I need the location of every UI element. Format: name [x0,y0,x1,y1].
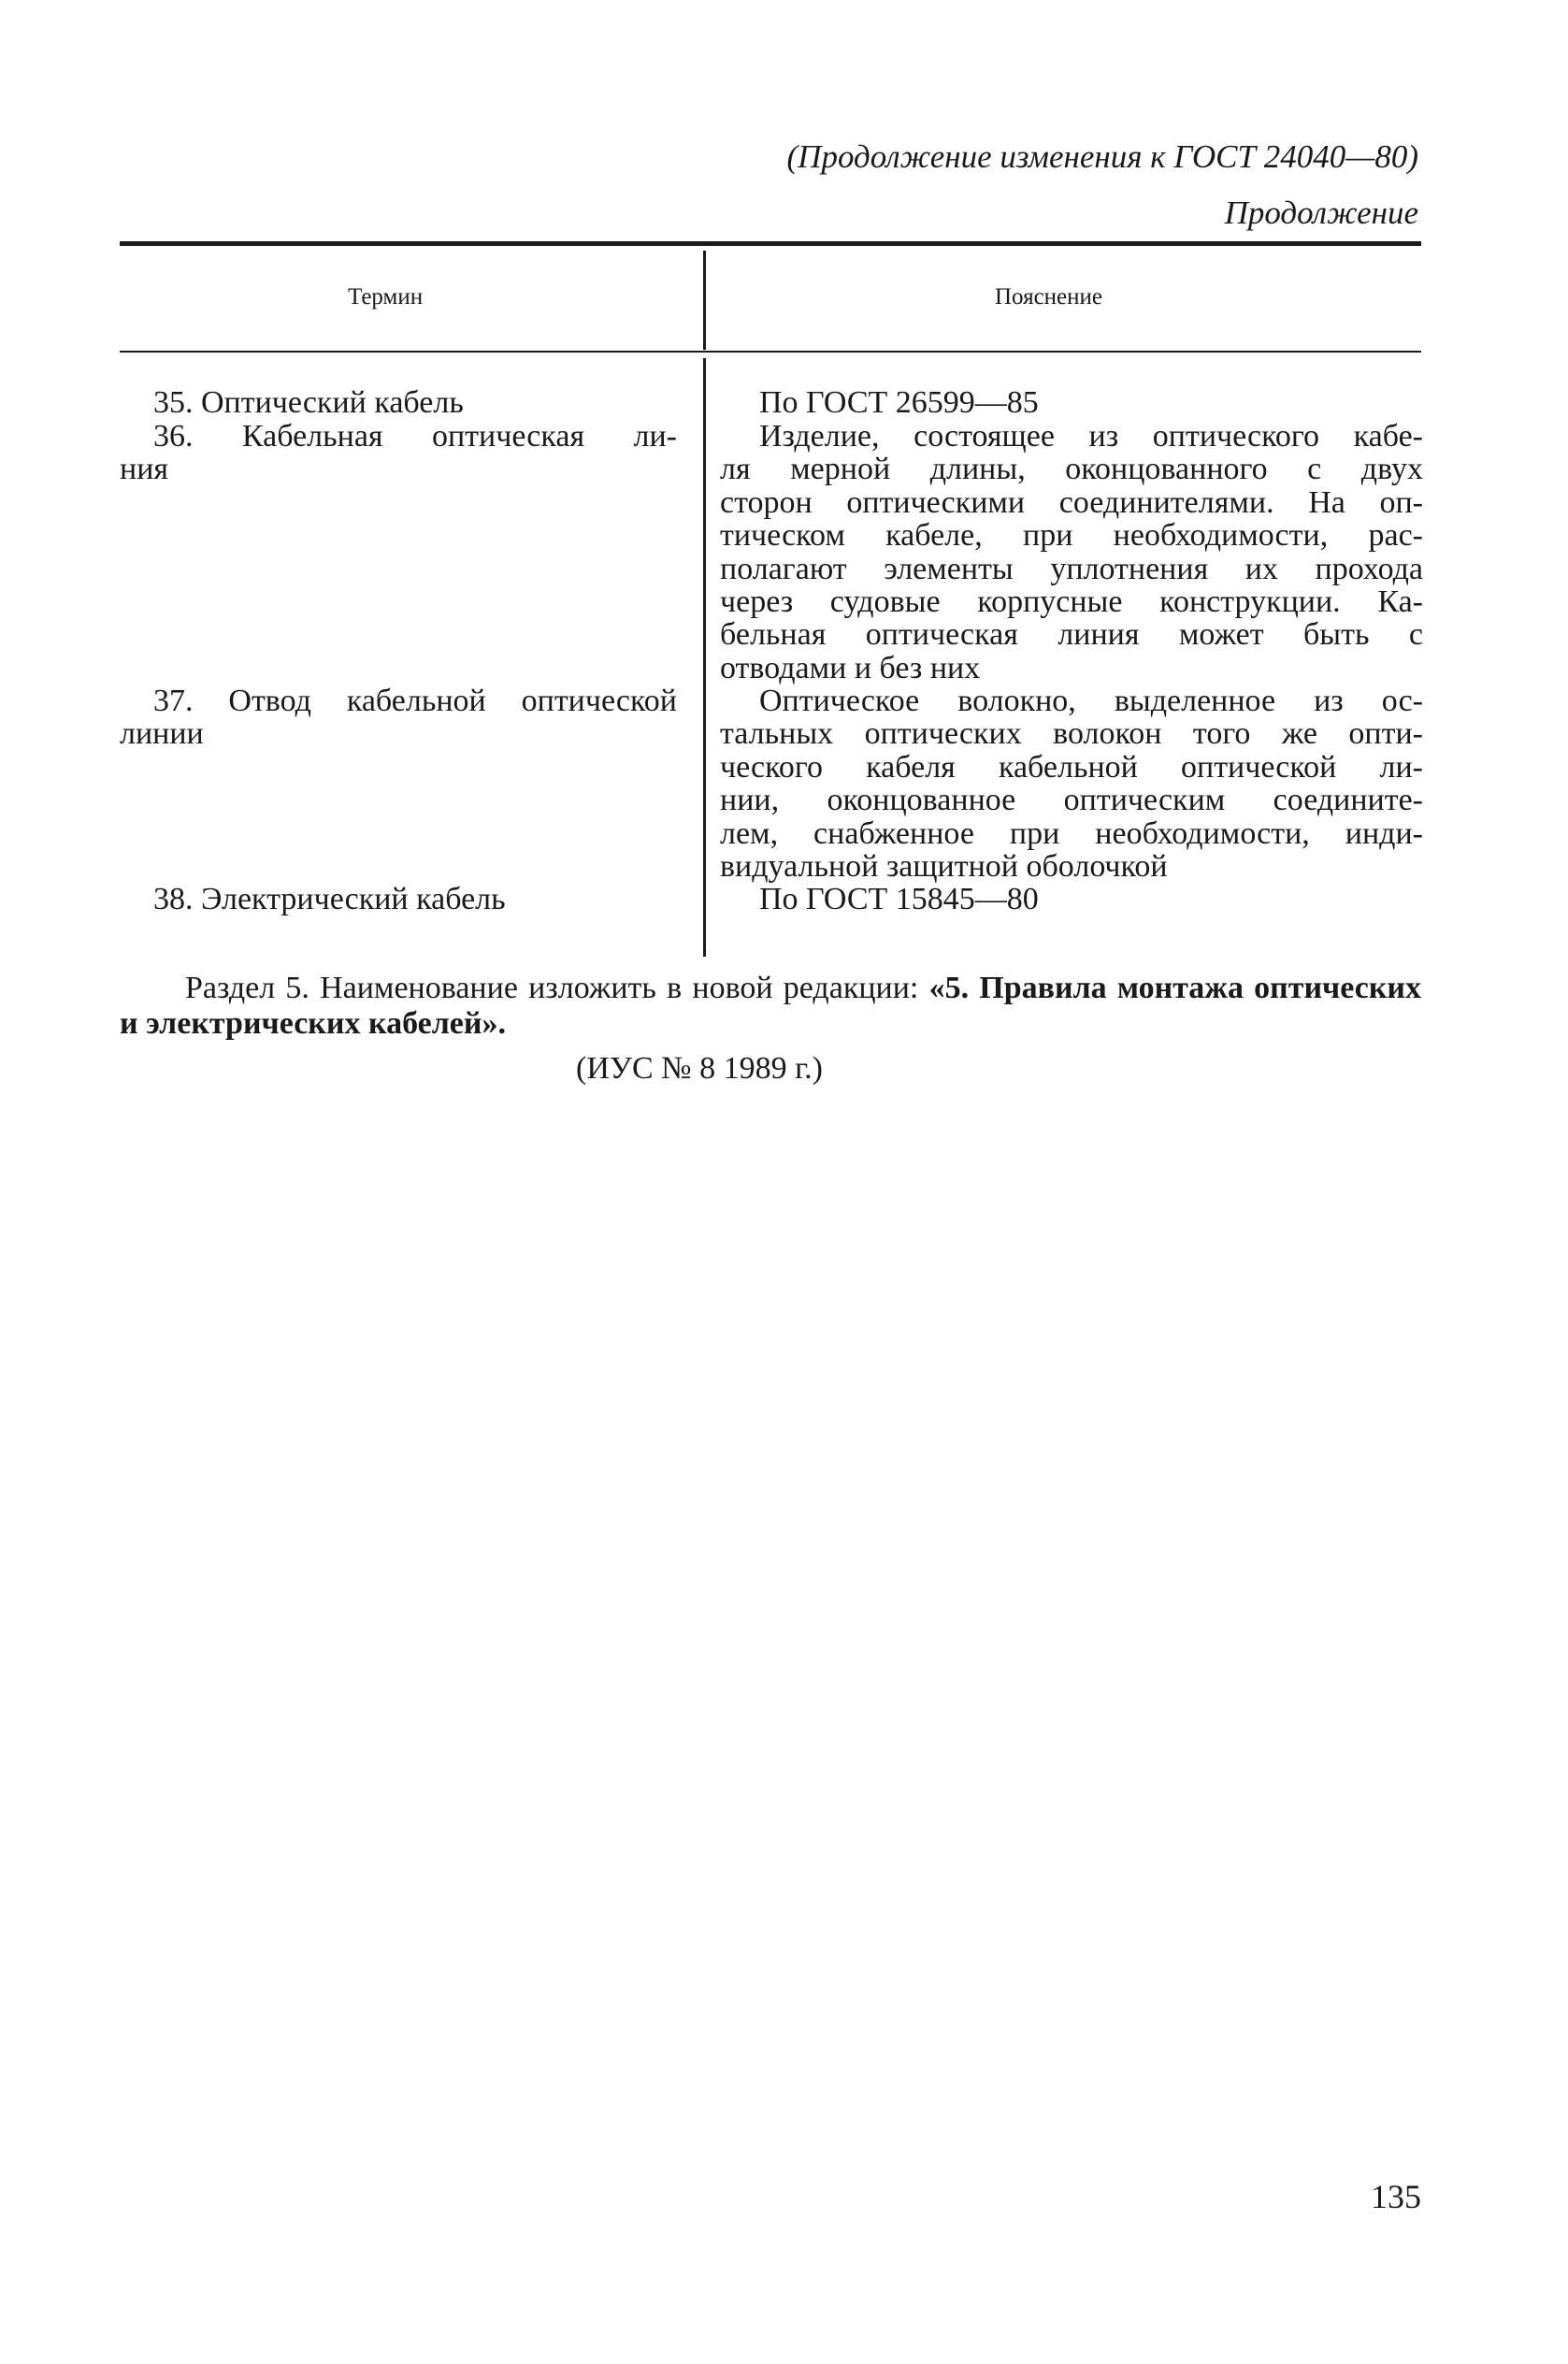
term-text: 37. Отвод кабельной оптической [153,684,677,718]
explanation-text: Оптическое волокно, выделенное из ос- [759,684,1423,718]
amendment-bold-text: «5. Правила монтажа оптических и электрических кабелей». [120,971,1421,1041]
explanation-text: через судовые корпусные конструкции. Ка- [720,584,1423,619]
publication-reference: (ИУС № 8 1989 г.) [576,1051,823,1086]
page-number: 135 [1371,2178,1421,2215]
explanation-text: полагают элементы уплотнения их прохода [720,551,1423,586]
term-text: ния [120,452,169,487]
term-text: 35. Оптический кабель [153,385,464,420]
term-text: линии [120,716,204,752]
explanation-text: ческого кабеля кабельной оптической ли- [720,749,1423,785]
table-row-explanation [720,685,1423,883]
table-row-explanation [720,420,1423,685]
explanation-text: тическом кабеле, при необходимости, рас- [720,518,1423,554]
explanation-text: нии, оконцованное оптическим соедините- [720,783,1423,818]
continuation-header: (Продолжение изменения к ГОСТ 24040—80) [786,138,1418,175]
table-row-term [120,386,677,419]
column-header-explanation: Пояснение [995,284,1103,310]
table-row-explanation [720,386,1423,419]
explanation-text: сторон оптическими соединителями. На оп- [720,484,1423,520]
column-header-term: Термин [348,284,424,310]
term-text: 36. Кабельная оптическая ли- [153,419,677,454]
explanation-text: видуальной защитной оболочкой [720,848,1168,884]
continuation-label: Продолжение [1224,195,1418,231]
table-row-term [120,883,677,915]
amendment-text: Раздел 5. Наименование изложить в новой редакции: [185,971,929,1005]
explanation-text: ля мерной длины, оконцованного с двух [720,452,1423,487]
header-column-divider [703,251,706,350]
explanation-text: Изделие, состоящее из оптического кабе- [759,419,1423,454]
table-header-rule [120,351,1421,353]
table-row-term [120,685,677,751]
explanation-text: отводами и без них [720,650,981,685]
table-row-explanation [720,883,1423,915]
explanation-text: бельная оптическая линия может быть с [720,617,1423,653]
table-row-term [120,420,677,486]
explanation-text: По ГОСТ 26599—85 [759,385,1039,420]
explanation-text: лем, снабженное при необходимости, инди- [720,815,1423,851]
body-column-divider [703,358,706,957]
table-top-rule [120,241,1421,246]
explanation-text: По ГОСТ 15845—80 [759,882,1039,916]
term-text: 38. Электрический кабель [153,882,506,916]
explanation-text: тальных оптических волокон того же опти- [720,716,1423,752]
amendment-paragraph [120,971,1421,1042]
